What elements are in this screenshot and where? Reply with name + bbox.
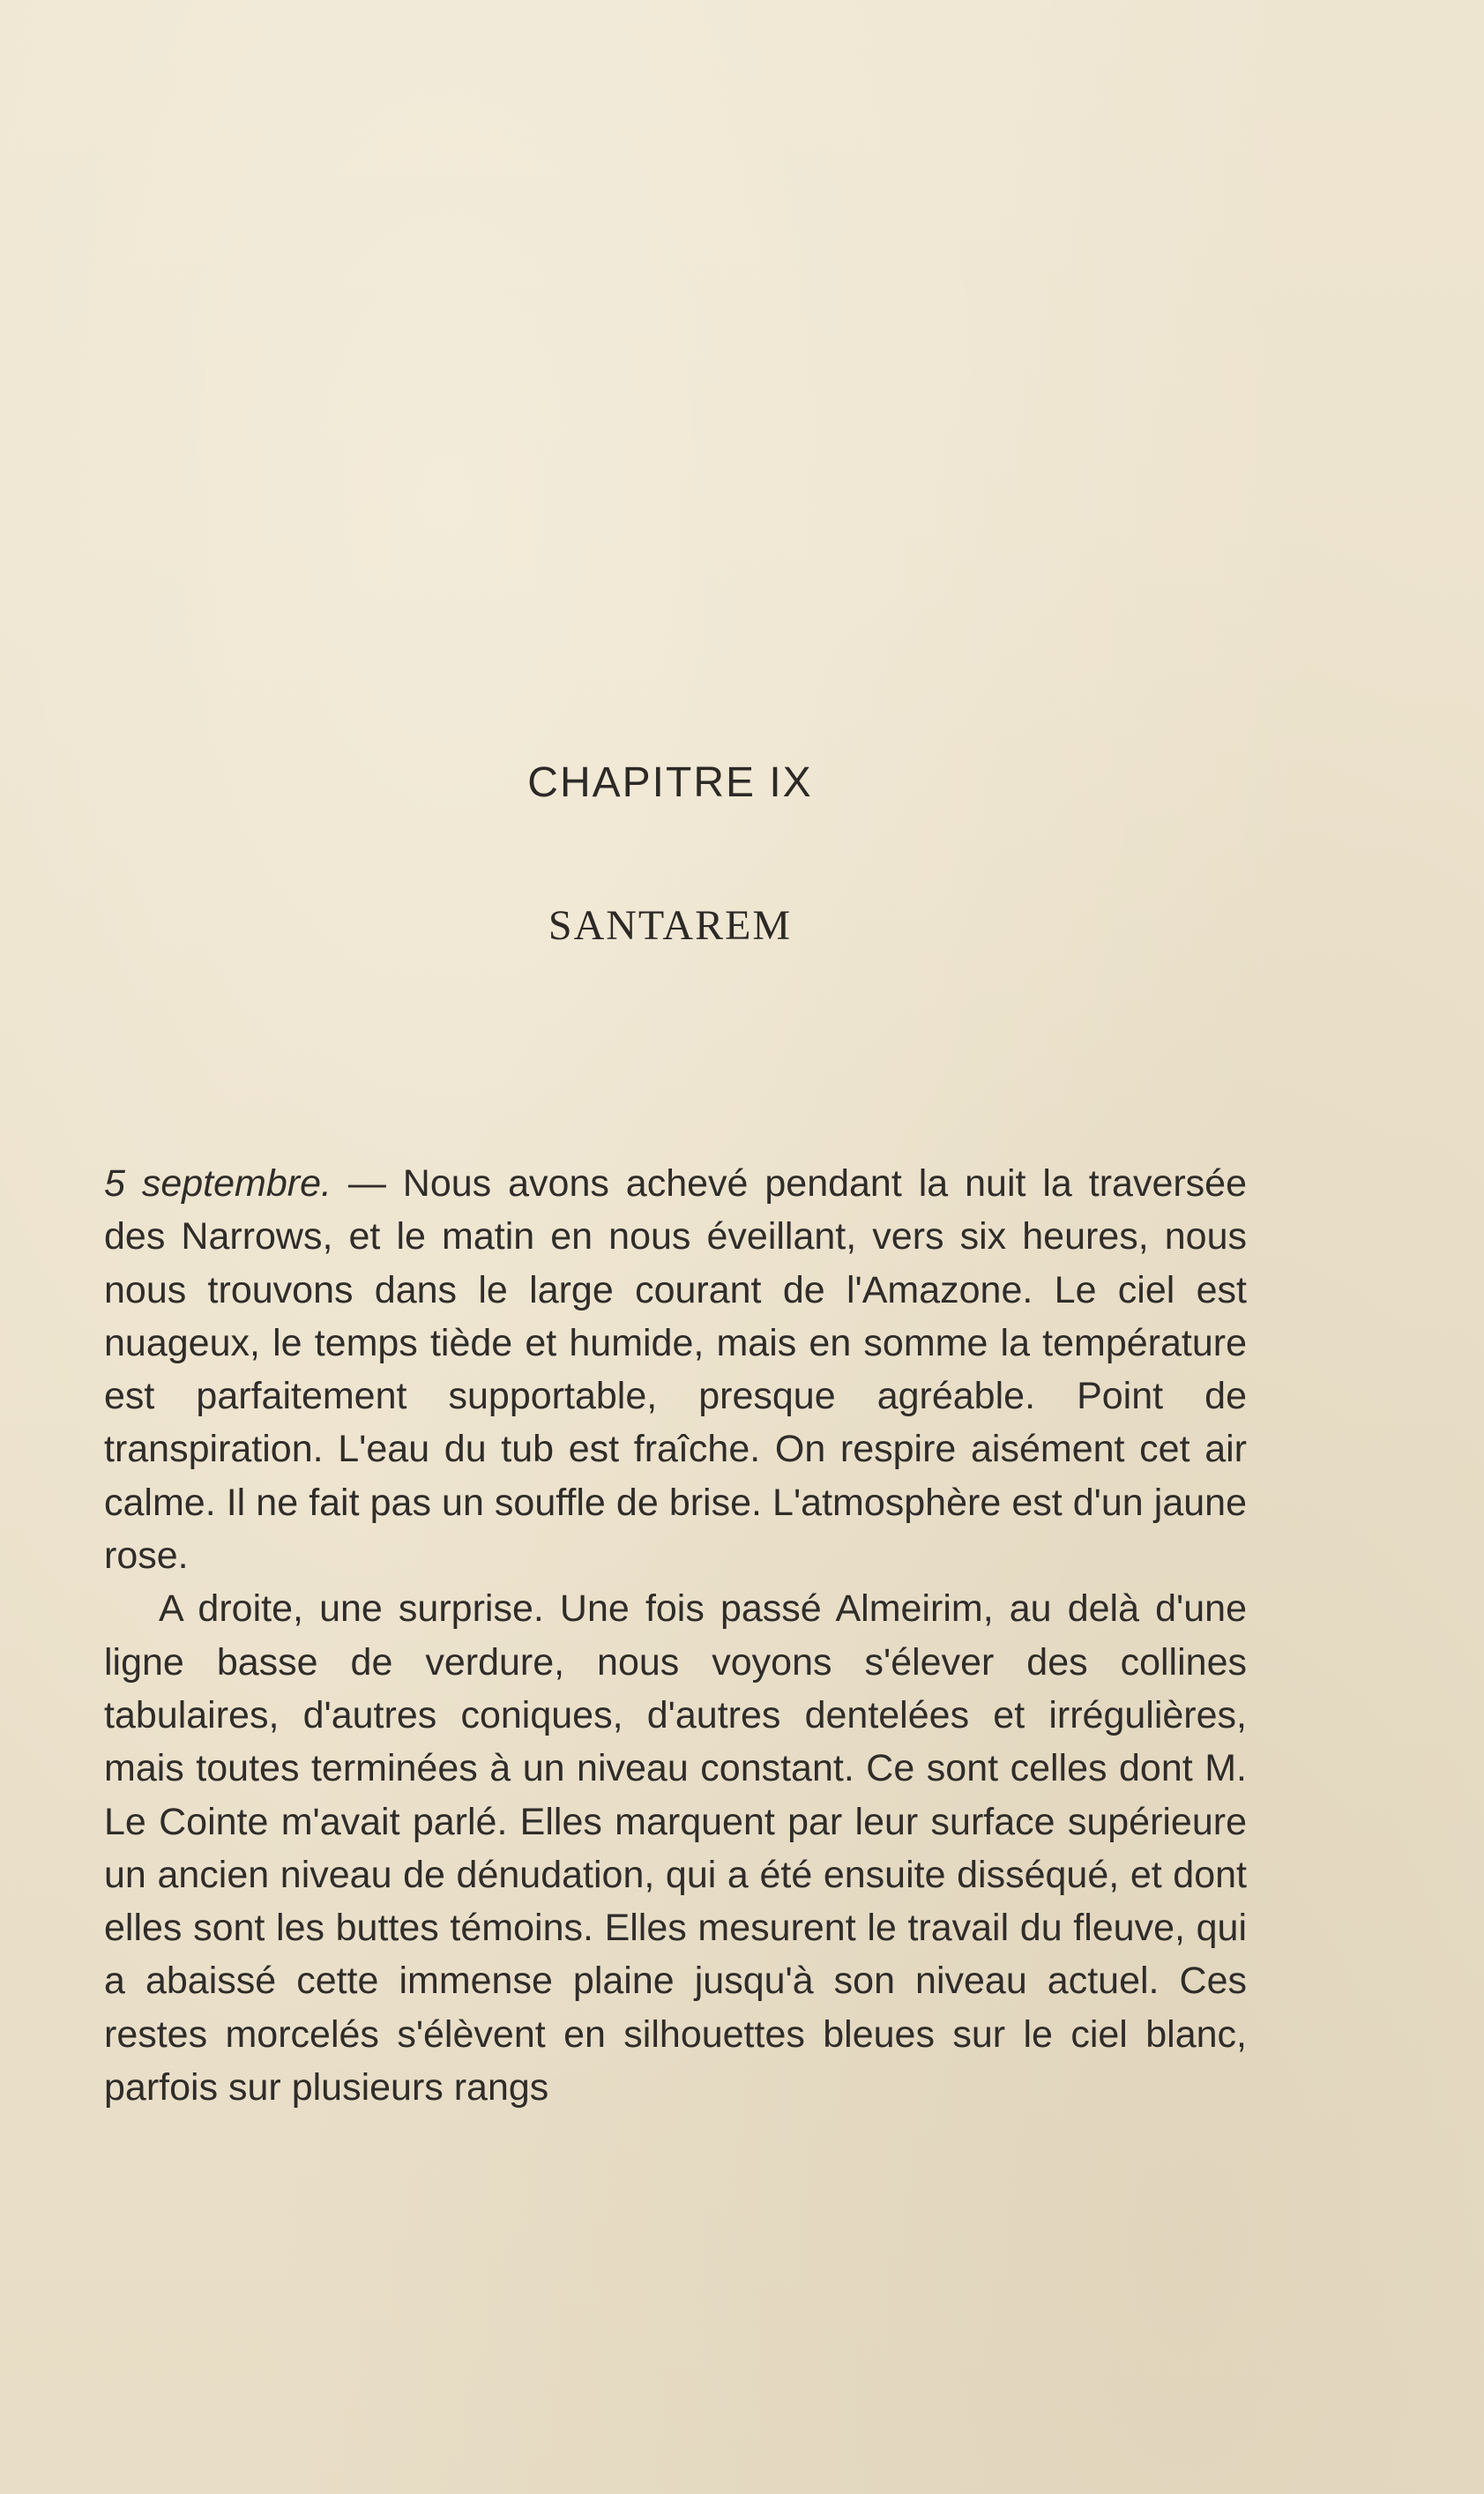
- body-text: [104, 1157, 1247, 2114]
- chapter-heading: CHAPITRE IX: [527, 759, 813, 806]
- chapter-title: SANTAREM: [548, 902, 793, 949]
- paragraph: [104, 1157, 1247, 1582]
- date-label: 5 septembre.: [104, 1162, 332, 1205]
- paragraph-text: — Nous avons achevé pendant la nuit la traversée des Narrows, et le matin en nous éveillant, vers six heures, nous nous trouvons dans le large courant de l'Amazone. Le ciel est nuageux, le temps tiède et humide, mais en somme la température est parfaitement supportable, presque agréable. Point de transpiration. L'eau du tub est fraîche. On respire aisément cet air calme. Il ne fait pas un souffle de brise. L'atmosphère est d'un jaune rose.: [104, 1162, 1248, 1578]
- paragraph: [104, 1582, 1247, 2114]
- paragraph-text: A droite, une surprise. Une fois passé Almeirim, au delà d'une ligne basse de verdure, nous voyons s'élever des collines tabulaires, d'autres coniques, d'autres dentelées et irrégulières, mais toutes terminées à un niveau constant. Ce sont celles dont M. Le Cointe m'avait parlé. Elles marquent par leur surface supérieure un ancien niveau de dénudation, qui a été ensuite disséqué, et dont elles sont les buttes témoins. Elles mesurent le travail du fleuve, qui a abaissé cette immense plaine jusqu'à son niveau actuel. Ces restes morcelés s'élèvent en silhouettes bleues sur le ciel blanc, parfois sur plusieurs rangs: [104, 1587, 1247, 2109]
